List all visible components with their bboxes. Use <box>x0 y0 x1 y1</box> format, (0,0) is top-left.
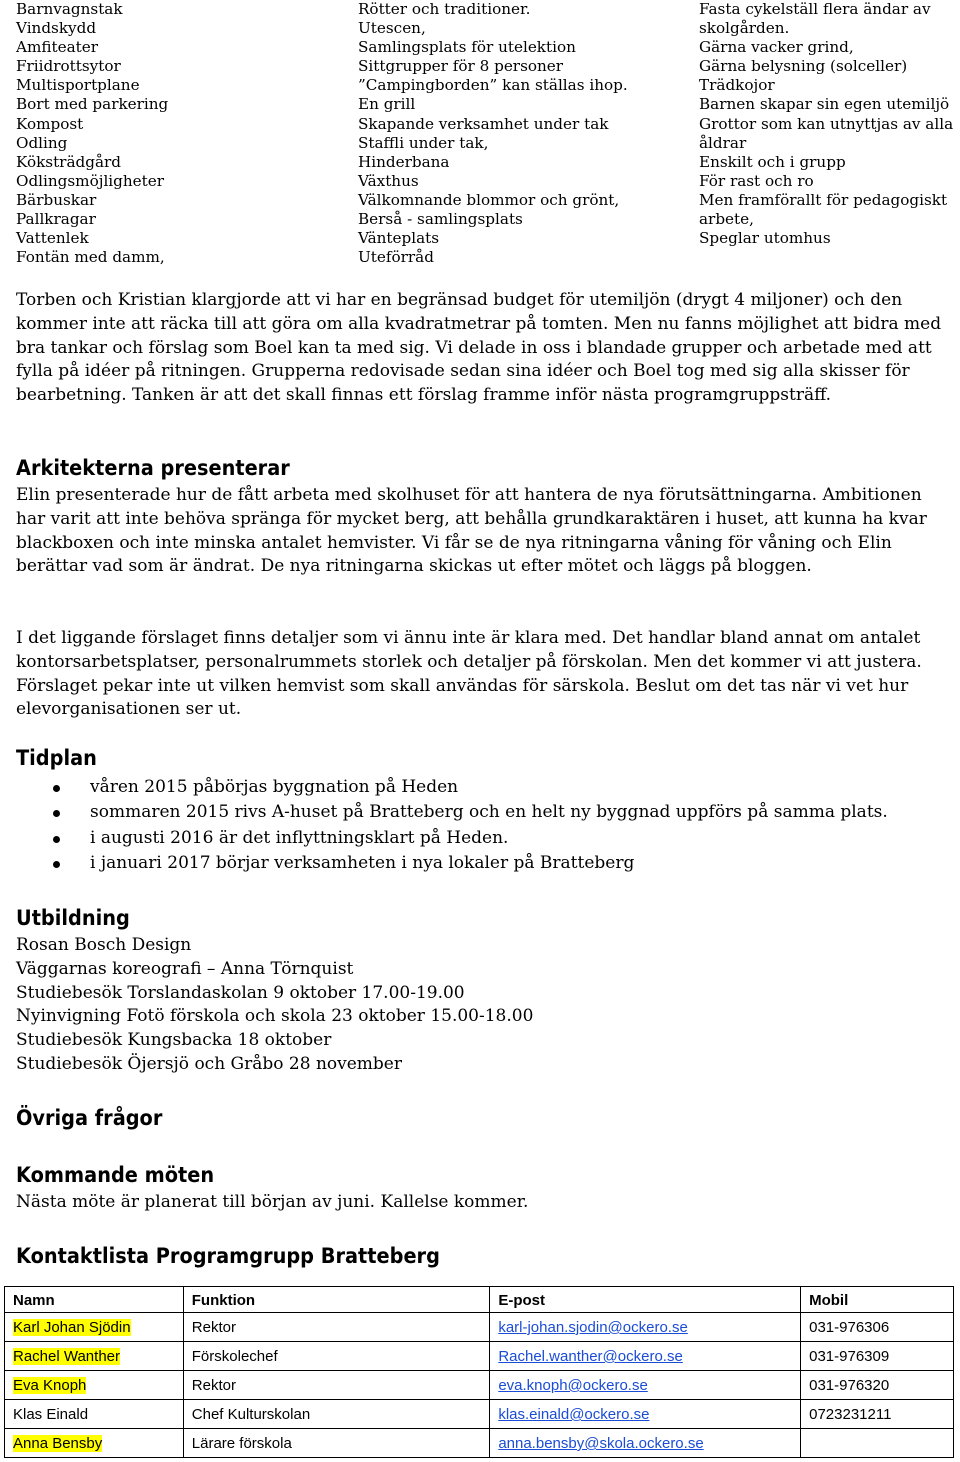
list-item: Studiebesök Torslandaskolan 9 oktober 17.00-19.00 <box>16 982 465 1003</box>
contact-name-cell <box>5 1313 184 1342</box>
list-item: Bort med parkering <box>16 95 169 114</box>
list-item: Speglar utomhus <box>699 229 831 248</box>
idea-column-1 <box>16 0 346 267</box>
list-item: För rast och ro <box>699 171 814 190</box>
list-item: Kompost <box>16 114 84 133</box>
contact-role: Rektor <box>183 1371 490 1400</box>
budget-paragraph: Torben och Kristian klargjorde att vi har en begränsad budget för utemiljön (drygt 4 miljoner) och den kommer inte att räcka till att göra om alla kvadratmetrar på tomten. Men nu fanns möjlighet att bidra med bra tankar och förslag som Boel kan ta med sig. Vi delade in oss i blandade grupper och arbetade med att fylla på idéer på ritningen. Grupperna redovisade sedan sina idéer och Boel tog med sig alla skisser för bearbetning. Tanken är att det skall finnas ett förslag framme inför nästa programgruppsträff. <box>16 290 942 406</box>
list-item: Väggarnas koreografi – Anna Törnquist <box>16 958 354 979</box>
contact-name-cell <box>5 1400 184 1429</box>
list-item: Fontän med damm, <box>16 248 165 267</box>
table-header-row <box>5 1287 954 1313</box>
contact-role: Förskolechef <box>183 1342 490 1371</box>
list-item: Studiebesök Kungsbacka 18 oktober <box>16 1030 332 1051</box>
contact-email-link[interactable]: eva.knoph@ockero.se <box>498 1377 648 1394</box>
education-list <box>16 934 956 1077</box>
list-item: Samlingsplats för utelektion <box>358 38 576 57</box>
contact-role: Lärare förskola <box>183 1429 490 1458</box>
list-item: Vattenlek <box>16 229 89 248</box>
contact-name-cell <box>5 1371 184 1400</box>
table-row <box>5 1371 954 1400</box>
idea-column-2 <box>358 0 688 267</box>
list-item: Rötter och traditioner. <box>358 0 531 18</box>
list-item: Odling <box>16 133 68 152</box>
column-header-phone: Mobil <box>801 1287 954 1313</box>
list-item: Skapande verksamhet under tak <box>358 114 609 133</box>
contact-email-link[interactable]: anna.bensby@skola.ockero.se <box>498 1435 704 1452</box>
contact-email-cell <box>490 1313 801 1342</box>
list-item: Friidrottsytor <box>16 57 121 76</box>
timeline-heading: Tidplan <box>16 746 97 770</box>
list-item: Hinderbana <box>358 152 450 171</box>
list-item: Vänteplats <box>358 229 440 248</box>
list-item: Rosan Bosch Design <box>16 935 192 955</box>
bullet-icon <box>53 785 60 792</box>
architects-paragraph-2: I det liggande förslaget finns detaljer som vi ännu inte är klara med. Det handlar bland annat om antalet kontorsarbetsplatser, personalrummets storlek och detaljer på förskolan. Men det kommer vi att justera. Förslaget pekar inte ut vilken hemvist som skall användas för särskola. Beslut om det tas när vi vet hur elevorganisationen ser ut. <box>16 628 922 720</box>
list-item: Köksträdgård <box>16 152 121 171</box>
list-item: Uteförråd <box>358 248 434 267</box>
list-item: våren 2015 påbörjas byggnation på Heden <box>16 775 888 800</box>
timeline-list <box>16 775 888 877</box>
list-item: Barnvagnstak <box>16 0 123 18</box>
contacts-table <box>4 1286 954 1458</box>
list-item: Växthus <box>358 171 419 190</box>
bullet-icon <box>53 836 60 843</box>
list-item: Berså - samlingsplats <box>358 210 523 229</box>
contact-name: Eva Knoph <box>13 1377 87 1394</box>
list-item: Odlingsmöjligheter <box>16 171 164 190</box>
list-item: i augusti 2016 är det inflyttningsklart på Heden. <box>16 826 888 851</box>
contact-phone: 031-976309 <box>801 1342 954 1371</box>
list-item: Utescen, <box>358 19 426 38</box>
meetings-text: Nästa möte är planerat till början av juni. Kallelse kommer. <box>16 1192 529 1212</box>
column-header-name: Namn <box>5 1287 184 1313</box>
bullet-icon <box>53 861 60 868</box>
list-item: Enskilt och i grupp <box>699 152 846 171</box>
list-item: Nyinvigning Fotö förskola och skola 23 oktober 15.00-18.00 <box>16 1006 534 1027</box>
contact-role: Chef Kulturskolan <box>183 1400 490 1429</box>
list-item: ”Campingborden” kan ställas ihop. <box>358 76 628 95</box>
list-item: Staffli under tak, <box>358 133 489 152</box>
contact-name-cell <box>5 1429 184 1458</box>
contact-role: Rektor <box>183 1313 490 1342</box>
list-item: Barnen skapar sin egen utemiljö <box>699 95 950 114</box>
list-item: Pallkragar <box>16 210 96 229</box>
contact-name-cell <box>5 1342 184 1371</box>
list-item: i januari 2017 börjar verksamheten i nya lokaler på Bratteberg <box>16 851 888 876</box>
list-item: Bärbuskar <box>16 190 97 209</box>
contact-phone: 031-976306 <box>801 1313 954 1342</box>
list-item: Vindskydd <box>16 19 97 38</box>
table-row <box>5 1400 954 1429</box>
contact-email-cell <box>490 1342 801 1371</box>
other-questions-heading: Övriga frågor <box>16 1106 163 1130</box>
contacts-heading: Kontaktlista Programgrupp Bratteberg <box>16 1244 440 1268</box>
table-row <box>5 1429 954 1458</box>
contact-email-link[interactable]: karl-johan.sjodin@ockero.se <box>498 1319 688 1336</box>
contact-phone: 031-976320 <box>801 1371 954 1400</box>
architects-paragraph-1: Elin presenterade hur de fått arbeta med skolhuset för att hantera de nya förutsättningarna. Ambitionen har varit att inte behöva spränga för mycket berg, att behålla grundkaraktären i huset, att kunna ha kvar blackboxen och inte minska antalet hemvister. Vi får se de nya ritningarna våning för våning och Elin berättar vad som är ändrat. De nya ritningarna skickas ut efter mötet och läggs på bloggen. <box>16 485 927 577</box>
contact-phone <box>801 1429 954 1458</box>
list-item: Studiebesök Öjersjö och Gråbo 28 november <box>16 1053 402 1074</box>
contact-name: Anna Bensby <box>13 1435 103 1452</box>
list-item: Trädkojor <box>699 76 775 95</box>
table-row <box>5 1313 954 1342</box>
list-item: Fasta cykelställ flera ändar av skolgården. <box>699 0 931 38</box>
contact-name: Rachel Wanther <box>13 1348 120 1365</box>
list-item: Multisportplane <box>16 76 140 95</box>
contact-email-cell <box>490 1371 801 1400</box>
contact-name: Klas Einald <box>13 1406 89 1423</box>
contact-email-cell <box>490 1400 801 1429</box>
bullet-icon <box>53 810 60 817</box>
contact-phone: 0723231211 <box>801 1400 954 1429</box>
list-item: sommaren 2015 rivs A-huset på Bratteberg och en helt ny byggnad uppförs på samma plats. <box>16 800 888 825</box>
list-item: Amfiteater <box>16 38 98 57</box>
contact-email-cell <box>490 1429 801 1458</box>
list-item: Grottor som kan utnyttjas av alla åldrar <box>699 114 954 152</box>
architects-heading: Arkitekterna presenterar <box>16 456 290 480</box>
list-item: Men framförallt för pedagogiskt arbete, <box>699 190 948 229</box>
list-item: Välkomnande blommor och grönt, <box>358 190 620 209</box>
contact-name: Karl Johan Sjödin <box>13 1319 131 1336</box>
meetings-heading: Kommande möten <box>16 1163 215 1187</box>
contact-email-link[interactable]: klas.einald@ockero.se <box>498 1406 650 1423</box>
list-item: Gärna belysning (solceller) <box>699 57 908 76</box>
list-item: En grill <box>358 95 416 114</box>
list-item: Gärna vacker grind, <box>699 38 854 57</box>
education-heading: Utbildning <box>16 906 130 930</box>
column-header-role: Funktion <box>183 1287 490 1313</box>
table-row <box>5 1342 954 1371</box>
column-header-email: E-post <box>490 1287 801 1313</box>
idea-columns <box>0 0 960 270</box>
contact-email-link[interactable]: Rachel.wanther@ockero.se <box>498 1348 683 1365</box>
idea-column-3 <box>699 0 954 248</box>
list-item: Sittgrupper för 8 personer <box>358 57 564 76</box>
